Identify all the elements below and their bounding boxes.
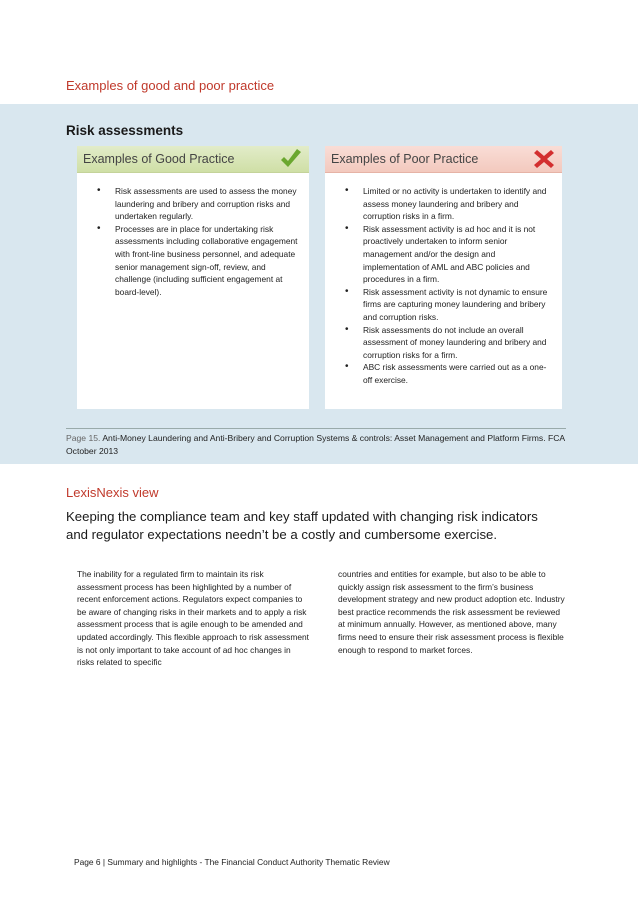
lexis-heading: LexisNexis view: [66, 485, 159, 500]
caption-text: Anti-Money Laundering and Anti-Bribery and Corruption Systems & controls: Asset Management and Platform Firms. FCA October 2013: [66, 433, 565, 456]
cross-mark-icon: [532, 148, 556, 170]
poor-practice-list: [325, 173, 562, 387]
good-practice-header: [77, 146, 309, 173]
caption-page-ref: Page 15.: [66, 433, 101, 443]
poor-practice-item: • Risk assessments do not include an overall assessment of money laundering and bribery and corruption risks for a firm.: [337, 324, 554, 362]
poor-practice-item: • Risk assessment activity is ad hoc and it is not proactively undertaken to inform senior management and/or the design and implementation of AML and ABC policies and procedures in a firm.: [337, 223, 554, 286]
good-practice-item: • Risk assessments are used to assess the money laundering and bribery and corruption risks and undertaken regularly.: [89, 185, 301, 223]
poor-practice-item: • Risk assessment activity is not dynamic to ensure firms are capturing money laundering and bribery and corruption risks.: [337, 286, 554, 324]
band-title: Risk assessments: [66, 123, 184, 138]
good-practice-item: • Processes are in place for undertaking risk assessments including collaborative engagement with front-line business personnel, and adequate senior management sign-off, review, and challenge (including sufficient engagement at board-level).: [89, 223, 301, 299]
body-column-left: The inability for a regulated firm to maintain its risk assessment process has been highlighted by a number of recent enforcement actions. Regulators expect companies to be aware of changing risks in their markets and to apply a risk assessment process that is agile enough to be amended and updated accordingly. This flexible approach to risk assessment is not only important to take account of ad hoc changes in risks related to specific: [77, 569, 309, 668]
page-footer: Page 6 | Summary and highlights - The Financial Conduct Authority Thematic Review: [74, 857, 390, 867]
caption-divider: [66, 428, 566, 429]
poor-practice-item: • ABC risk assessments were carried out as a one-off exercise.: [337, 361, 554, 386]
poor-practice-panel: [325, 146, 562, 409]
poor-practice-header-label: Examples of Poor Practice: [331, 152, 479, 166]
check-mark-icon: [279, 148, 303, 170]
good-practice-list: [77, 173, 309, 298]
source-caption: [66, 432, 566, 458]
section-heading: Examples of good and poor practice: [66, 78, 275, 93]
poor-practice-header: [325, 146, 562, 173]
good-practice-panel: [77, 146, 309, 409]
good-practice-header-label: Examples of Good Practice: [83, 152, 235, 166]
poor-practice-item: • Limited or no activity is undertaken to identify and assess money laundering and bribery and corruption risks in a firm.: [337, 185, 554, 223]
lead-paragraph: Keeping the compliance team and key staff updated with changing risk indicators and regulator expectations needn’t be a costly and cumbersome exercise.: [66, 509, 538, 542]
body-column-right: countries and entities for example, but also to be able to quickly assign risk assessment to the firm’s business development strategy and new product adoption etc. Industry best practice recommends the risk assessment be reviewed at minimum annually. However, as mentioned above, many firms need to ensure their risk assessment process is flexible enough to respond to market forces.: [338, 569, 565, 655]
